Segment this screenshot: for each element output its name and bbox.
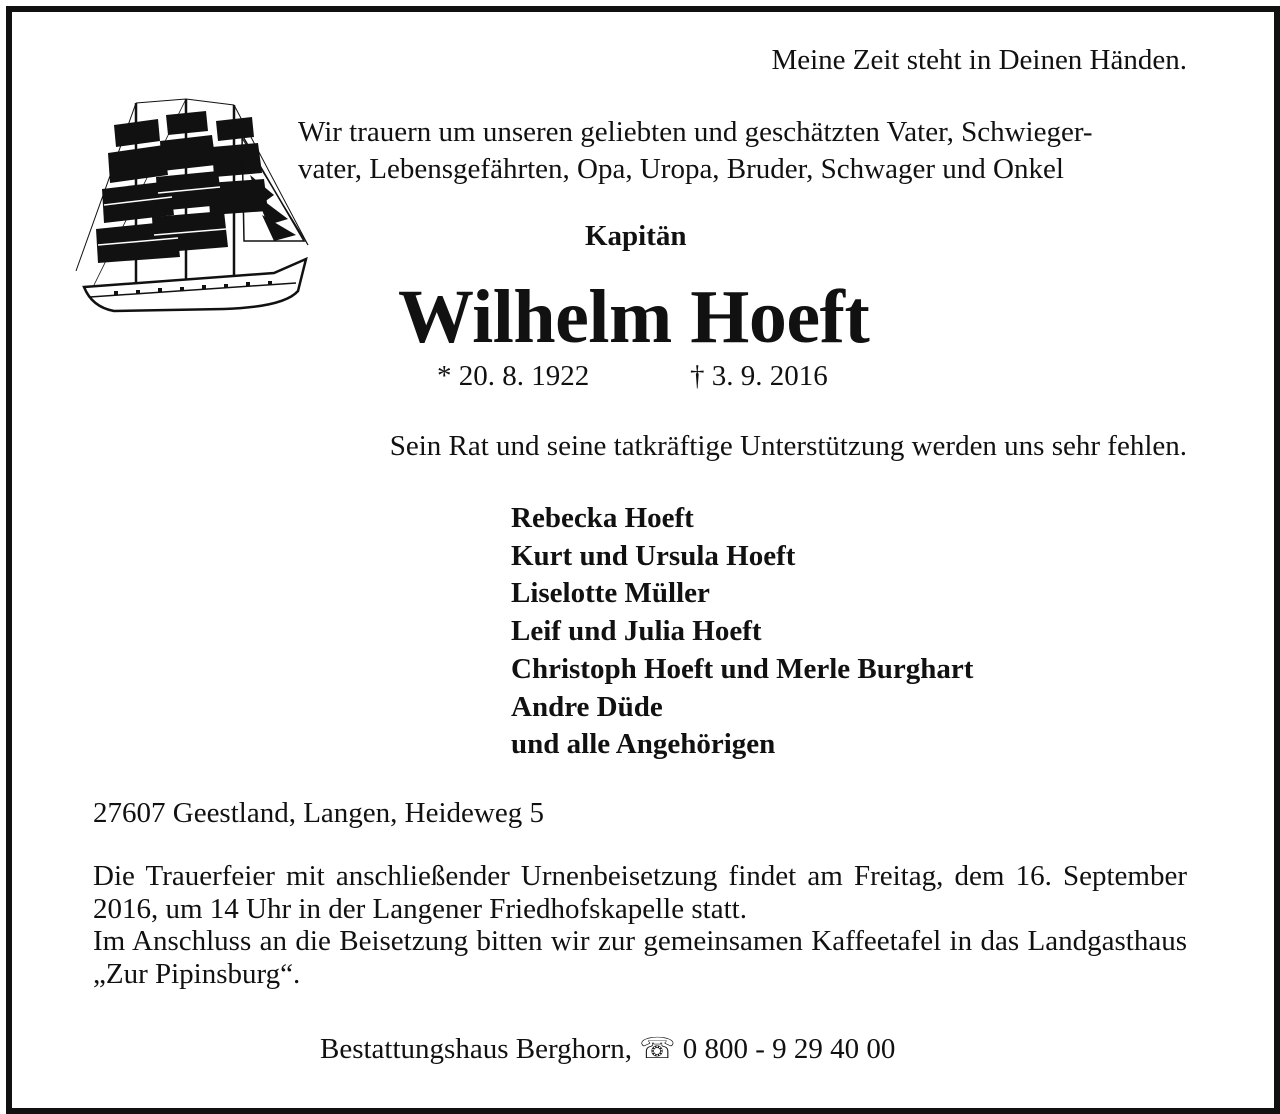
list-item: Rebecka Hoeft	[511, 502, 694, 534]
telephone-icon: ☏	[639, 1033, 676, 1065]
intro-text	[298, 114, 1093, 188]
mourners-list	[511, 500, 973, 764]
funeral-home-phone: 0 800 - 9 29 40 00	[682, 1033, 896, 1065]
list-item: Kurt und Ursula Hoeft	[511, 539, 796, 572]
list-item: und alle Angehörigen	[511, 728, 776, 761]
motto: Meine Zeit steht in Deinen Händen.	[771, 44, 1187, 76]
ceremony-paragraph: Die Trauerfeier mit anschließender Urnenbeisetzung findet am Freitag, dem 16. September 2016, um 14 Uhr in der Langener Friedhofskapelle statt.	[93, 860, 1187, 925]
ceremony-details	[93, 860, 1187, 990]
quote: Sein Rat und seine tatkräftige Unterstützung werden uns sehr fehlen.	[389, 430, 1187, 462]
death-date: † 3. 9. 2016	[690, 360, 828, 392]
address: 27607 Geestland, Langen, Heideweg 5	[93, 797, 544, 829]
birth-date: * 20. 8. 1922	[437, 360, 590, 392]
list-item: Leif und Julia Hoeft	[511, 615, 762, 648]
intro-line: Wir trauern um unseren geliebten und geschätzten Vater, Schwieger-	[298, 116, 1093, 148]
deceased-title: Kapitän	[585, 220, 687, 252]
list-item: Christoph Hoeft und Merle Burghart	[511, 652, 974, 685]
reception-paragraph: Im Anschluss an die Beisetzung bitten wir zur gemeinsamen Kaffeetafel in das Landgasthaus „Zur Pipinsburg“.	[93, 925, 1187, 990]
funeral-home	[320, 1031, 895, 1066]
deceased-name: Wilhelm Hoeft	[398, 275, 870, 359]
intro-line: vater, Lebensgefährten, Opa, Uropa, Bruder, Schwager und Onkel	[298, 153, 1064, 185]
funeral-home-name: Bestattungshaus Berghorn,	[320, 1033, 632, 1065]
list-item: Andre Düde	[511, 690, 663, 723]
sailing-ship-icon	[74, 95, 310, 323]
list-item: Liselotte Müller	[511, 577, 710, 610]
